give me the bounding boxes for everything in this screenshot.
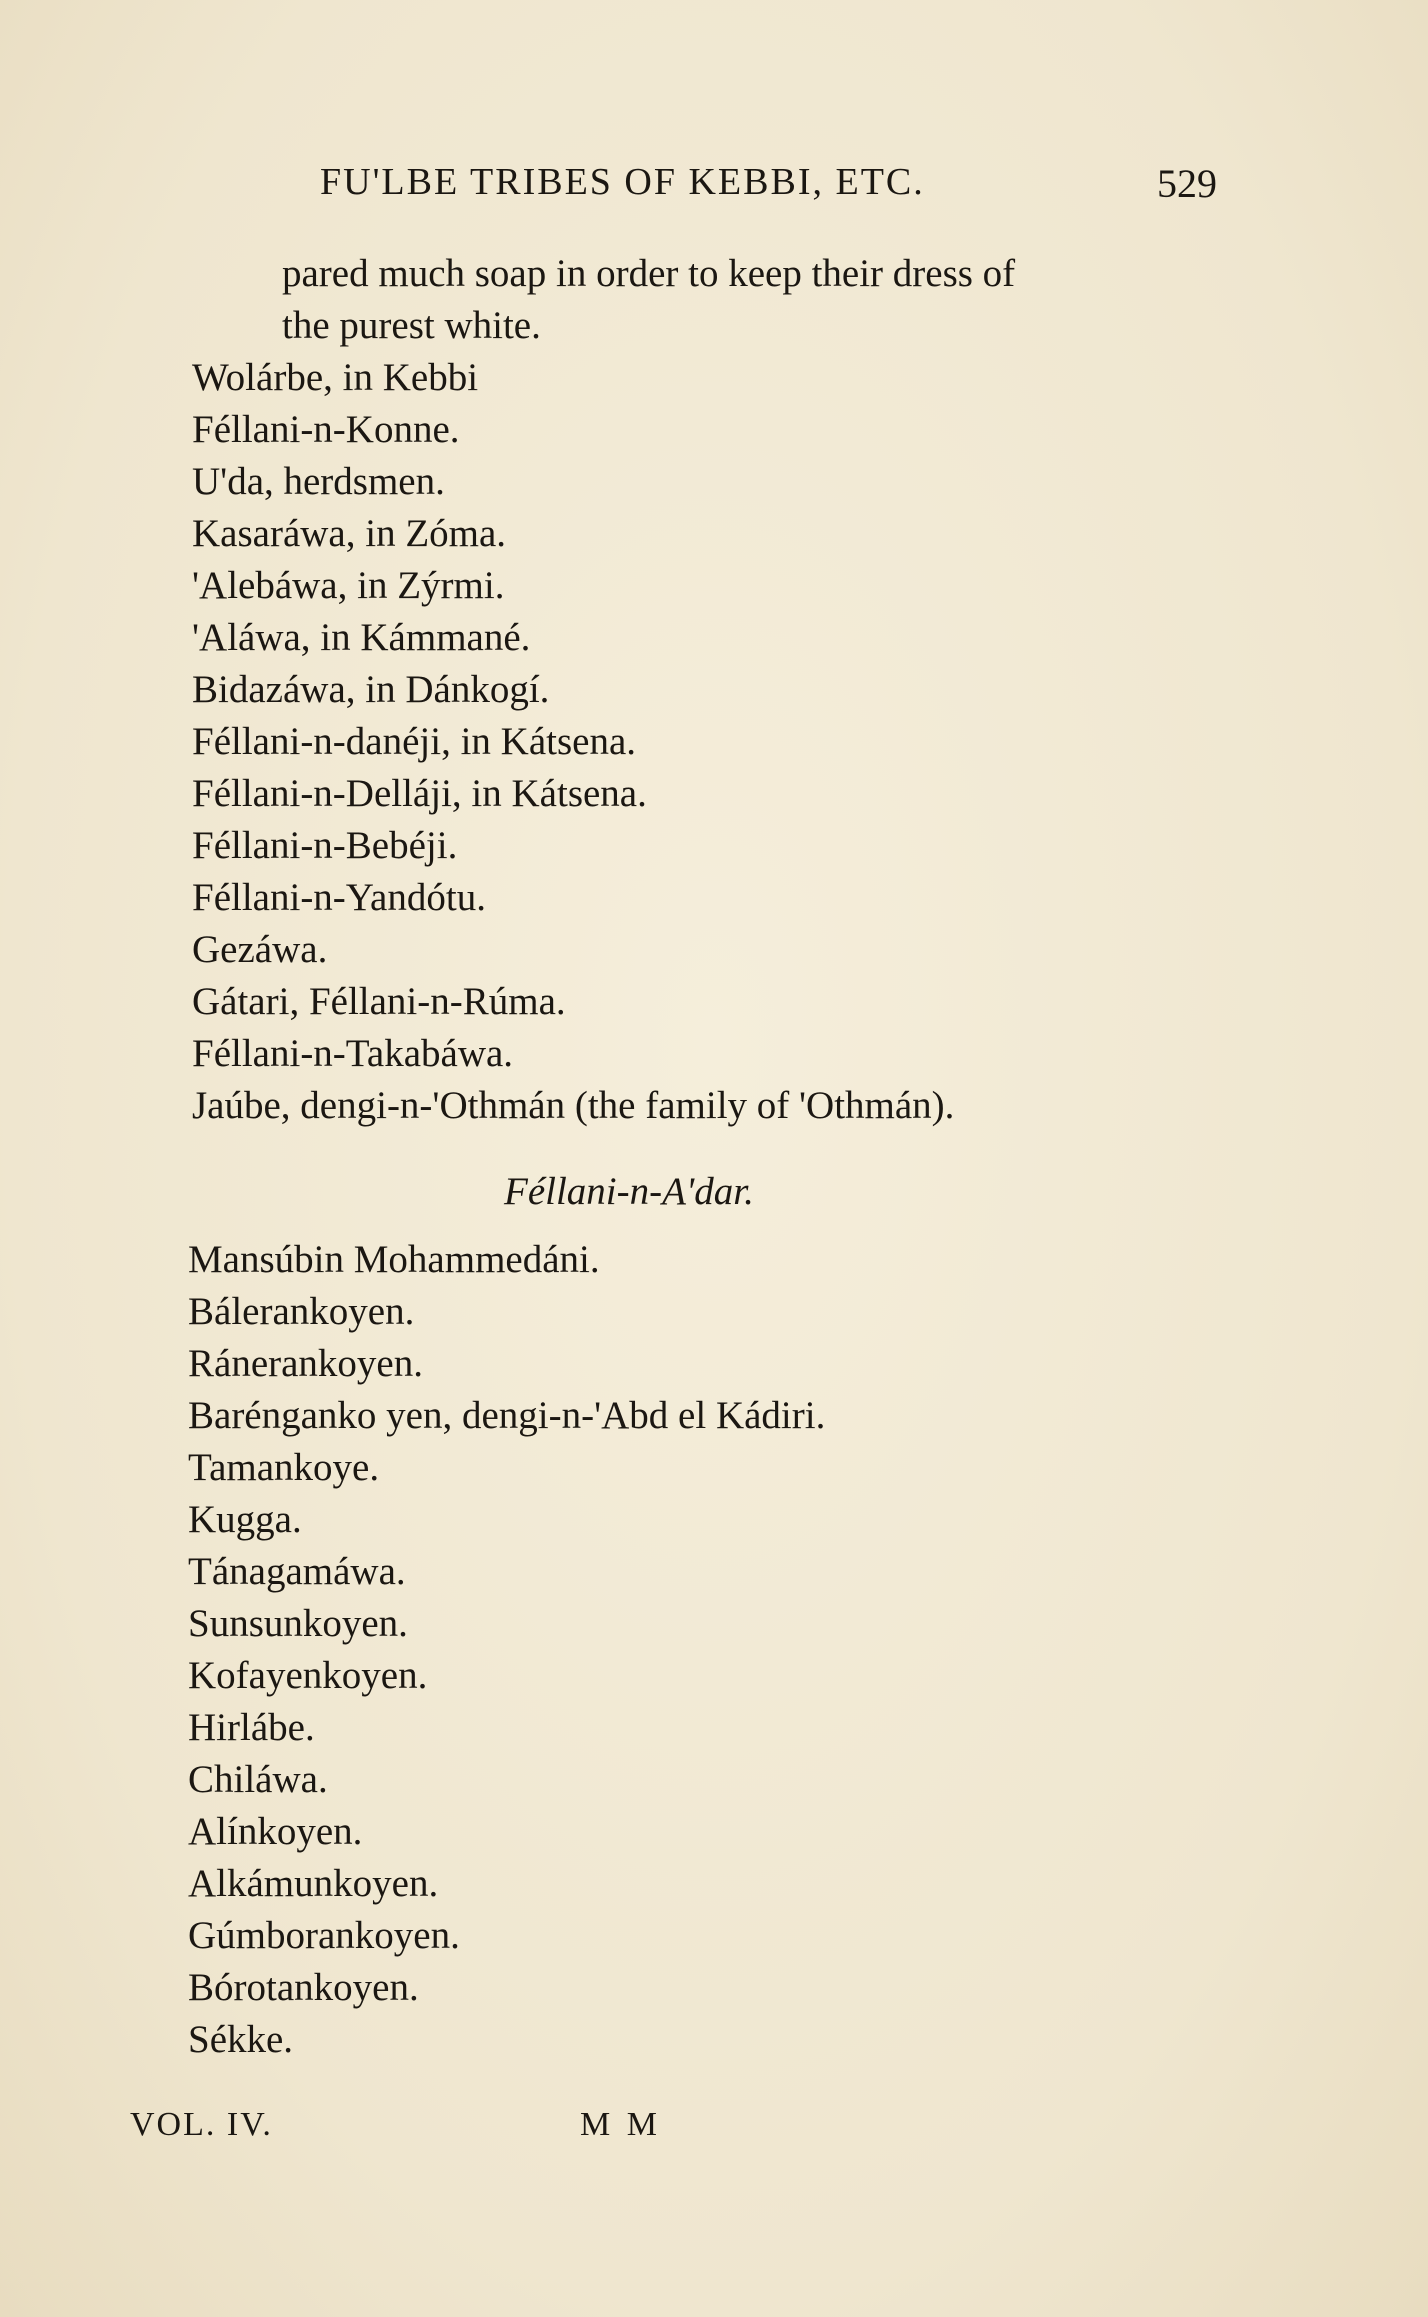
list-item: Féllani-n-Takabáwa. bbox=[192, 1032, 514, 1075]
list-item: 'Alebáwa, in Zýrmi. bbox=[192, 564, 505, 607]
list-item: Hirlábe. bbox=[188, 1706, 315, 1749]
signature-mark: M M bbox=[580, 2106, 661, 2143]
list-item: Chiláwa. bbox=[188, 1758, 328, 1801]
list-item: Tamankoye. bbox=[188, 1446, 380, 1489]
running-title: FU'LBE TRIBES OF KEBBI, ETC. bbox=[320, 161, 925, 203]
list-item: Féllani-n-Delláji, in Kátsena. bbox=[192, 772, 647, 815]
paragraph-line: pared much soap in order to keep their dress of bbox=[282, 252, 1016, 295]
list-item: Bidazáwa, in Dánkogí. bbox=[192, 668, 550, 711]
list-item: Barénganko yen, dengi-n-'Abd el Kádiri. bbox=[188, 1394, 826, 1437]
list-item: Ránerankoyen. bbox=[188, 1342, 423, 1385]
adar-tribe-list bbox=[188, 1234, 1248, 2066]
list-item: Féllani-n-Yandótu. bbox=[192, 876, 486, 919]
list-item: Gezáwa. bbox=[192, 928, 328, 971]
list-item: Bórotankoyen. bbox=[188, 1966, 419, 2009]
list-item: Sunsunkoyen. bbox=[188, 1602, 408, 1645]
page-body bbox=[188, 248, 1248, 2066]
page-number: 529 bbox=[1157, 161, 1217, 206]
list-item: U'da, herdsmen. bbox=[192, 460, 445, 503]
list-item: Mansúbin Mohammedáni. bbox=[188, 1238, 600, 1281]
list-item: Kasaráwa, in Zóma. bbox=[192, 512, 507, 555]
list-item: Kofayenkoyen. bbox=[188, 1654, 428, 1697]
list-item: Féllani-n-Konne. bbox=[192, 408, 460, 451]
section-subheading: Féllani-n-A'dar. bbox=[504, 1170, 754, 1213]
paragraph-line: the purest white. bbox=[282, 304, 541, 347]
tribe-list bbox=[188, 352, 1248, 1132]
list-item: Jaúbe, dengi-n-'Othmán (the family of 'Othmán). bbox=[192, 1084, 955, 1127]
volume-mark: VOL. IV. bbox=[130, 2106, 273, 2143]
list-item: Bálerankoyen. bbox=[188, 1290, 415, 1333]
list-item: Sékke. bbox=[188, 2018, 294, 2061]
list-item: 'Aláwa, in Kámmané. bbox=[192, 616, 531, 659]
list-item: Wolárbe, in Kebbi bbox=[192, 356, 479, 399]
list-item: Gúmborankoyen. bbox=[188, 1914, 460, 1957]
list-item: Tánagamáwa. bbox=[188, 1550, 406, 1593]
list-item: Féllani-n-danéji, in Kátsena. bbox=[192, 720, 637, 763]
list-item: Alkámunkoyen. bbox=[188, 1862, 439, 1905]
list-item: Féllani-n-Bebéji. bbox=[192, 824, 458, 867]
list-item: Kugga. bbox=[188, 1498, 302, 1541]
list-item: Alínkoyen. bbox=[188, 1810, 363, 1853]
list-item: Gátari, Féllani-n-Rúma. bbox=[192, 980, 566, 1023]
